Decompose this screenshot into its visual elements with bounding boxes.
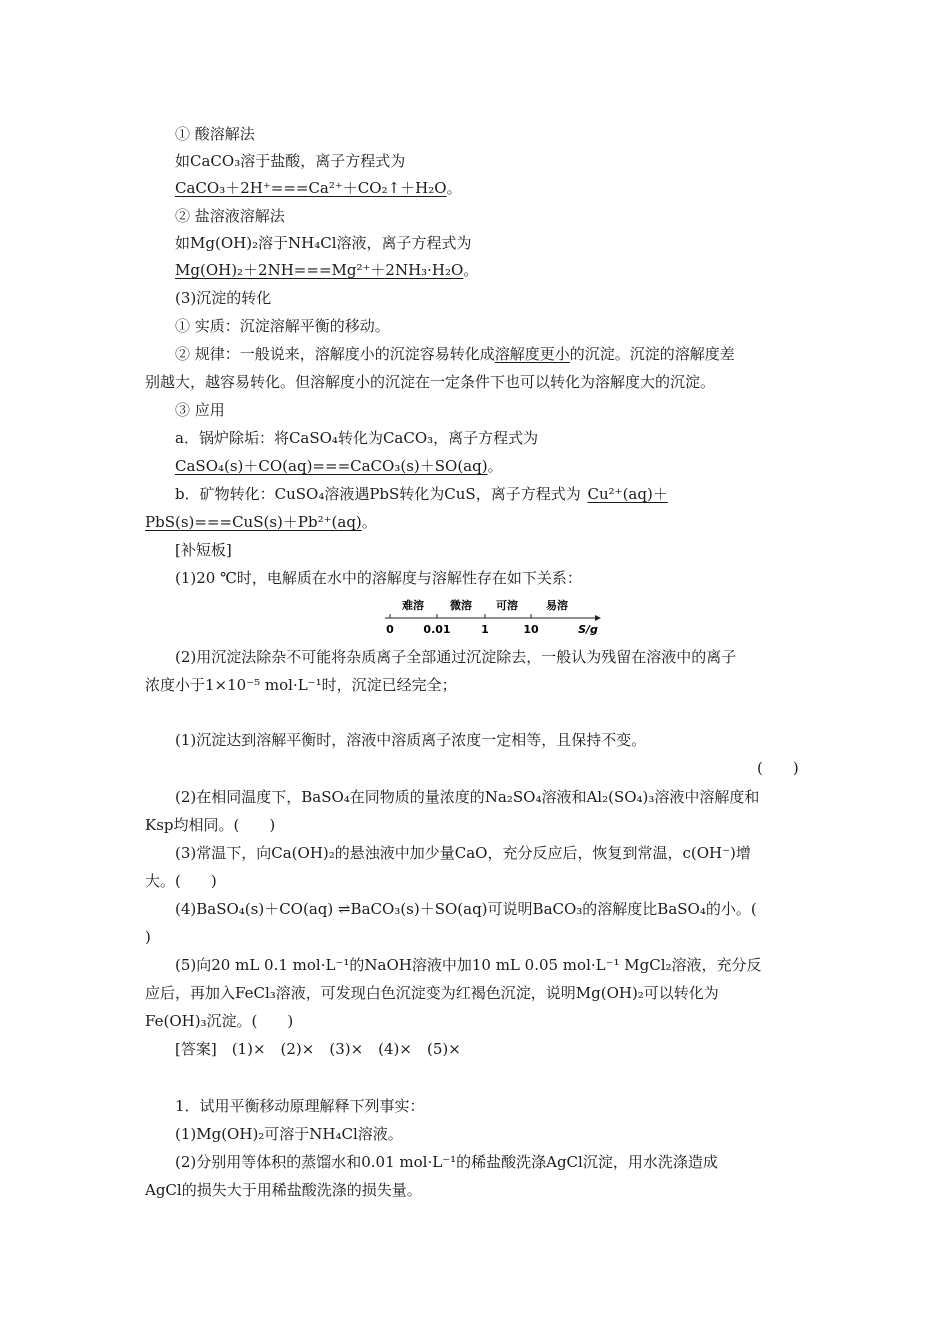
answer-blank: ( ) <box>757 759 799 777</box>
text-line: 如Mg(OH)₂溶于NH₄Cl溶液，离子方程式为 <box>175 234 472 252</box>
text-line: ① 实质：沉淀溶解平衡的移动。 <box>175 317 390 335</box>
equation-cus <box>145 512 807 532</box>
equation-text: CaCO₃＋2H⁺===Ca²⁺＋CO₂↑＋H₂O <box>175 179 447 197</box>
axis-label: S/g <box>578 623 598 636</box>
section-heading: (3)沉淀的转化 <box>175 289 272 307</box>
text-segment: ② 规律：一般说来，溶解度小的沉淀容易转化成 <box>175 345 495 363</box>
text-line: 如CaCO₃溶于盐酸，离子方程式为 <box>175 152 406 170</box>
text-line <box>175 484 807 504</box>
text-segment: 的沉淀。沉淀的溶解度差 <box>569 345 735 363</box>
punct: 。 <box>446 179 462 197</box>
text-line: (2)用沉淀法除杂不可能将杂质离子全部通过沉淀除去，一般认为残留在溶液中的离子 <box>175 648 737 666</box>
category-label: 可溶 <box>496 599 518 612</box>
text-segment: b．矿物转化：CuSO₄溶液遇PbS转化为CuS，离子方程式为 <box>175 485 581 503</box>
method-salt-dissolution: ② 盐溶液溶解法 <box>175 207 285 225</box>
text-line: ③ 应用 <box>175 401 225 419</box>
punct: 。 <box>487 457 503 475</box>
question-3: (3)常温下，向Ca(OH)₂的悬浊液中加少量CaO，充分反应后，恢复到常温，c(OH⁻)增 <box>175 844 751 862</box>
question-1: (1)沉淀达到溶解平衡时，溶液中溶质离子浓度一定相等，且保持不变。 <box>175 731 647 749</box>
text-line: 浓度小于1×10⁻⁵ mol·L⁻¹时，沉淀已经完全； <box>145 676 457 694</box>
category-label: 难溶 <box>402 599 424 612</box>
tick-label: 0 <box>386 623 394 636</box>
question-5: (5)向20 mL 0.1 mol·L⁻¹的NaOH溶液中加10 mL 0.05 mol·L⁻¹ MgCl₂溶液，充分反 <box>175 956 762 974</box>
problem-1: 1．试用平衡移动原理解释下列事实： <box>175 1097 425 1115</box>
category-label: 易溶 <box>546 599 568 612</box>
method-acid-dissolution: ① 酸溶解法 <box>175 125 255 143</box>
question-2: (2)在相同温度下，BaSO₄在同物质的量浓度的Na₂SO₄溶液和Al₂(SO₄)₃溶液中溶解度和 <box>175 788 760 806</box>
equation-text: Mg(OH)₂＋2NH===Mg²⁺＋2NH₃·H₂O <box>175 261 464 279</box>
answer-line: [答案] (1)× (2)× (3)× (4)× (5)× <box>175 1040 461 1058</box>
question-2-cont: Ksp均相同。( ) <box>145 816 276 834</box>
problem-1-part-2: (2)分别用等体积的蒸馏水和0.01 mol·L⁻¹的稀盐酸洗涤AgCl沉淀，用水洗涤造成 <box>175 1153 718 1171</box>
question-5-cont: 应后，再加入FeCl₃溶液，可发现白色沉淀变为红褐色沉淀，说明Mg(OH)₂可以转化为 <box>145 984 719 1002</box>
tick-label: 1 <box>481 623 489 636</box>
question-4: (4)BaSO₄(s)＋CO(aq) ⇌BaCO₃(s)＋SO(aq)可说明BaCO₃的溶解度比BaSO₄的小。( <box>175 900 757 918</box>
question-5-cont: Fe(OH)₃沉淀。( ) <box>145 1012 294 1030</box>
question-4-cont: ) <box>145 928 151 946</box>
equation-mgoh2 <box>175 260 807 280</box>
text-line: 别越大，越容易转化。但溶解度小的沉淀在一定条件下也可以转化为溶解度大的沉淀。 <box>145 373 716 391</box>
solubility-scale <box>385 598 605 638</box>
underlined-term: 溶解度更小 <box>494 345 570 363</box>
text-line: (1)20 ℃时，电解质在水中的溶解度与溶解性存在如下关系： <box>175 569 582 587</box>
equation-caso4 <box>175 456 807 476</box>
tick-label: 10 <box>523 623 539 636</box>
text-line: a．锅炉除垢：将CaSO₄转化为CaCO₃，离子方程式为 <box>175 429 539 447</box>
problem-1-part-1: (1)Mg(OH)₂可溶于NH₄Cl溶液。 <box>175 1125 403 1143</box>
scale-arrow <box>595 615 601 621</box>
equation-text: CaSO₄(s)＋CO(aq)===CaCO₃(s)＋SO(aq) <box>175 457 488 475</box>
category-label: 微溶 <box>450 599 472 612</box>
punct: 。 <box>361 513 377 531</box>
question-3-cont: 大。( ) <box>145 872 217 890</box>
tick-label: 0.01 <box>423 623 451 636</box>
equation-caco3 <box>175 178 807 198</box>
equation-text: Cu²⁺(aq)＋ <box>587 485 668 503</box>
problem-1-part-2-cont: AgCl的损失大于用稀盐酸洗涤的损失量。 <box>145 1181 422 1199</box>
section-heading: [补短板] <box>175 541 232 559</box>
equation-text: PbS(s)===CuS(s)＋Pb²⁺(aq) <box>145 513 362 531</box>
punct: 。 <box>463 261 479 279</box>
text-line <box>175 344 807 364</box>
